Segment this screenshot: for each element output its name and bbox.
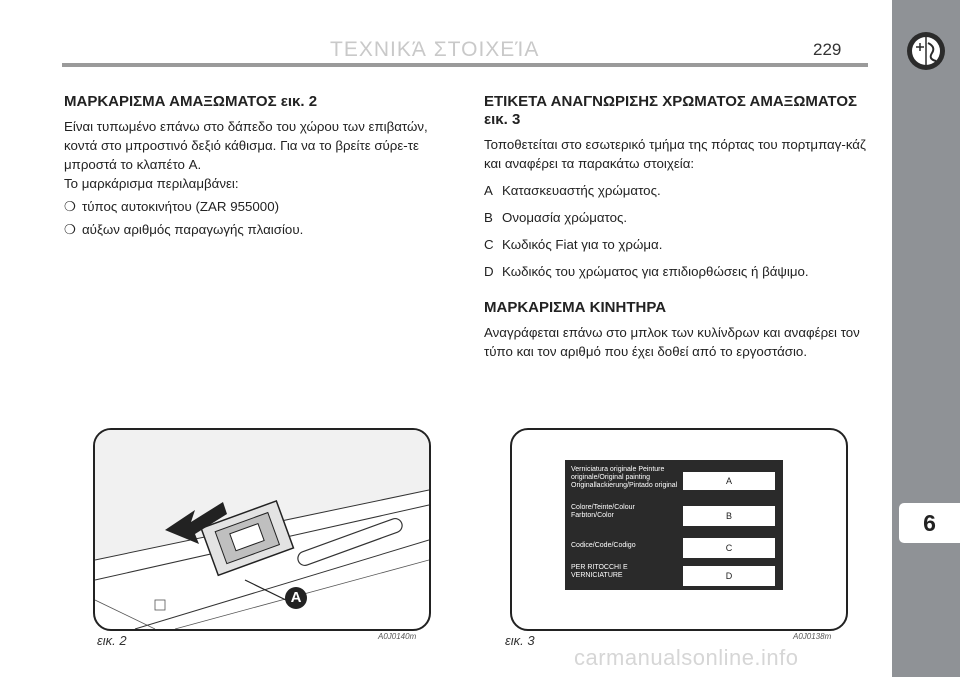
list-item: D Κωδικός του χρώματος για επιδιορθώσεις ή βάψιμο. [484,264,809,279]
label-row: PER RITOCCHI E VERNICIATURE D [565,564,783,588]
paint-label-paragraph: Τοποθετείται στο εσωτερικό τμήμα της πόρτας του πορτμπαγ-κάζ και αναφέρει τα παρακάτω στοιχεία: [484,137,866,171]
figure-code: A0J0140m [378,632,417,641]
label-row: Colore/Teinte/Colour Farbton/Color B [565,504,783,530]
watermark: carmanualsonline.info [574,645,799,670]
bullet-icon: ❍ [64,199,76,214]
list-item: ❍ αύξων αριθμός παραγωγής πλαισίου. [64,222,304,237]
bullet-icon: ❍ [64,222,76,237]
list-item: C Κωδικός Fiat για το χρώμα. [484,237,663,252]
right-column [484,93,872,361]
left-column [64,93,464,239]
list-item: A Κατασκευαστής χρώματος. [484,183,661,198]
section-heading-paint-label: ΕΤΙΚΕΤΑ ΑΝΑΓΝΩΡΙΣΗΣ ΧΡΩΜΑΤΟΣ ΑΜΑΞΩΜΑΤΟΣ εικ. 3 [484,93,857,128]
figure-floor-hatch [93,428,431,631]
chapter-tab[interactable]: 6 [899,503,960,543]
figure-caption: εικ. 3 [505,633,535,648]
body-marking-paragraph: Είναι τυπωμένο επάνω στο δάπεδο του χώρου των επιβατών, κοντά στο μπροστινό δεξιό κάθισμα. Για να το βρείτε σύρε-τε μπροστά το κλαπέτο A. [64,119,428,172]
callout-a-badge: A [285,587,307,609]
body-marking-intro: Το μαρκάρισμα περιλαμβάνει: [64,176,239,191]
header-rule [62,63,868,67]
floor-hatch-illustration [95,430,429,629]
alfa-romeo-logo-icon [906,31,946,71]
label-row: Verniciatura originale Peinture originale/Original painting Originallackierung/Pintado original A [565,466,783,498]
figure-caption: εικ. 2 [97,633,127,648]
page-header-title: ΤΕΧΝΙΚΆ ΣΤΟΙΧΕΊΑ [330,38,540,61]
chapter-sidebar [892,0,960,677]
paint-code-label [565,460,783,590]
figure-code: A0J0138m [793,632,832,641]
label-row: Codice/Code/Codigo C [565,536,783,560]
section-heading-body-marking: ΜΑΡΚΑΡΙΣΜΑ ΑΜΑΞΩΜΑΤΟΣ εικ. 2 [64,93,318,110]
list-item: ❍ τύπος αυτοκινήτου (ZAR 955000) [64,199,280,214]
list-item: B Ονομασία χρώματος. [484,210,628,225]
page-number: 229 [813,40,842,59]
section-heading-engine-marking: ΜΑΡΚΑΡΙΣΜΑ ΚΙΝΗΤΗΡΑ [484,299,667,316]
engine-marking-paragraph: Αναγράφεται επάνω στο μπλοκ των κυλίνδρων και αναφέρει τον τύπο και τον αριθμό που έχει δοθεί από το εργοστάσιο. [484,325,860,359]
